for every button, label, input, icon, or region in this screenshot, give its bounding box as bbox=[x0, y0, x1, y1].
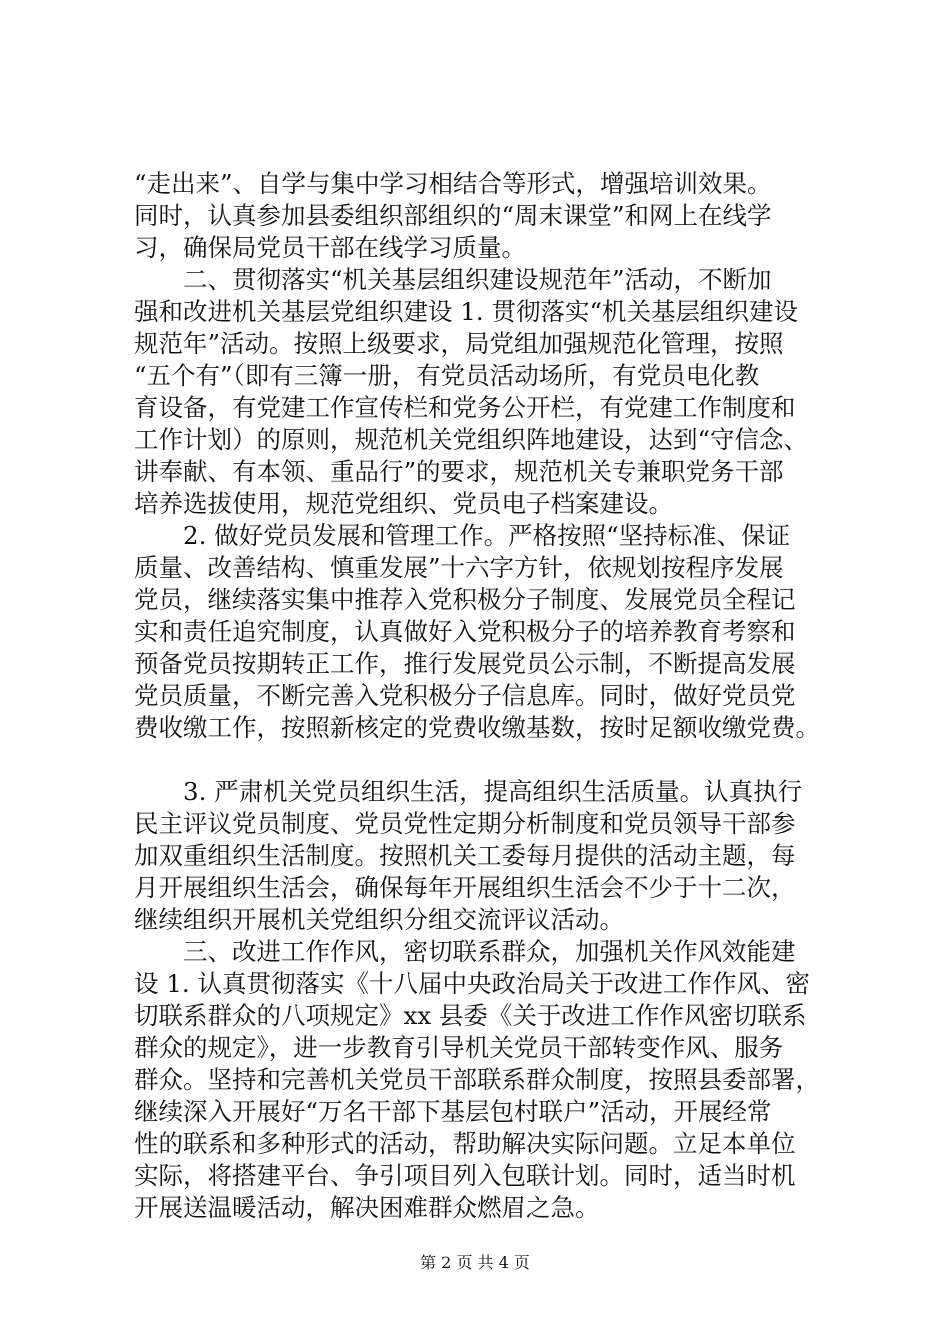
text-line: 继续深入开展好“万名干部下基层包村联户”活动，开展经常 bbox=[134, 1097, 772, 1126]
text-line: 加双重组织生活制度。按照机关工委每月提供的活动主题，每 bbox=[134, 841, 796, 870]
text-line: 强和改进机关基层党组织建设 1. 贯彻落实“机关基层组织建设 bbox=[134, 297, 798, 326]
text-line: 育设备，有党建工作宣传栏和党务公开栏，有党建工作制度和 bbox=[134, 393, 796, 422]
text-line: 费收缴工作，按照新核定的党费收缴基数，按时足额收缴党费。 bbox=[134, 713, 820, 742]
page-number-footer: 第 2 页 共 4 页 bbox=[420, 1253, 530, 1272]
text-line: 规范年”活动。按照上级要求，局党组加强规范化管理，按照 bbox=[134, 329, 784, 358]
text-line: 培养选拔使用，规范党组织、党员电子档案建设。 bbox=[134, 489, 673, 518]
text-line: 实际，将搭建平台、争引项目列入包联计划。同时，适当时机 bbox=[134, 1161, 796, 1190]
text-line: 设 1. 认真贯彻落实《十八届中央政治局关于改进工作作风、密 bbox=[134, 969, 810, 998]
text-line: 党员质量，不断完善入党积极分子信息库。同时，做好党员党 bbox=[134, 681, 796, 710]
text-line: “走出来”、自学与集中学习相结合等形式，增强培训效果。 bbox=[134, 169, 772, 198]
text-line: 质量、改善结构、慎重发展”十六字方针，依规划按程序发展 bbox=[134, 553, 784, 582]
text-line: 2. 做好党员发展和管理工作。严格按照“坚持标准、保证 bbox=[134, 521, 791, 550]
text-line: 实和责任追究制度，认真做好入党积极分子的培养教育考察和 bbox=[134, 617, 796, 646]
text-line: 预备党员按期转正工作，推行发展党员公示制，不断提高发展 bbox=[134, 649, 796, 678]
text-line: 群众的规定》，进一步教育引导机关党员干部转变作风、服务 bbox=[134, 1033, 784, 1062]
section-heading-line: 三、改进工作作风，密切联系群众，加强机关作风效能建 bbox=[134, 937, 796, 966]
text-line: 民主评议党员制度、党员党性定期分析制度和党员领导干部参 bbox=[134, 809, 796, 838]
text-line: 习，确保局党员干部在线学习质量。 bbox=[134, 233, 526, 262]
text-line: 讲奉献、有本领、重品行”的要求，规范机关专兼职党务干部 bbox=[134, 457, 784, 486]
section-heading-line: 二、贯彻落实“机关基层组织建设规范年”活动，不断加 bbox=[134, 265, 772, 294]
text-line: 工作计划）的原则，规范机关党组织阵地建设，达到“守信念、 bbox=[134, 425, 809, 454]
text-line: 同时，认真参加县委组织部组织的“周末课堂”和网上在线学 bbox=[134, 201, 772, 230]
text-line: 群众。坚持和完善机关党员干部联系群众制度，按照县委部署， bbox=[134, 1065, 820, 1094]
text-line: 切联系群众的八项规定》xx 县委《关于改进工作作风密切联系 bbox=[134, 1001, 807, 1030]
text-line: “五个有”（即有三簿一册，有党员活动场所，有党员电化教 bbox=[134, 361, 760, 390]
text-line: 性的联系和多种形式的活动，帮助解决实际问题。立足本单位 bbox=[134, 1129, 796, 1158]
text-line: 继续组织开展机关党组织分组交流评议活动。 bbox=[134, 905, 624, 934]
text-line: 开展送温暖活动，解决困难群众燃眉之急。 bbox=[134, 1193, 600, 1222]
text-line: 党员，继续落实集中推荐入党积极分子制度、发展党员全程记 bbox=[134, 585, 796, 614]
text-line: 3. 严肃机关党员组织生活，提高组织生活质量。认真执行 bbox=[134, 777, 803, 806]
text-line: 月开展组织生活会，确保每年开展组织生活会不少于十二次， bbox=[134, 873, 796, 902]
